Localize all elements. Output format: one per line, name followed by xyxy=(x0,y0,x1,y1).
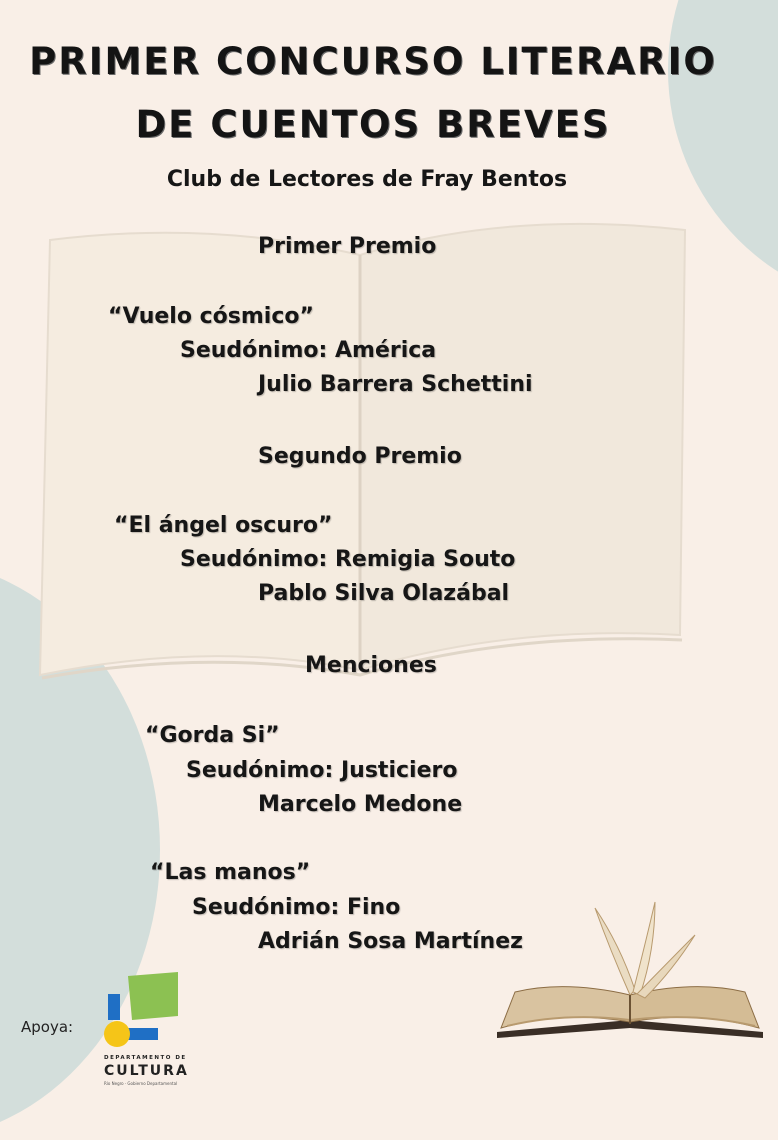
pseudonym: Seudónimo: Fino xyxy=(192,895,401,920)
section-heading-primer-premio: Primer Premio xyxy=(258,234,437,259)
section-heading-segundo-premio: Segundo Premio xyxy=(258,444,462,469)
poster-title-line-1: PRIMER CONCURSO LITERARIO xyxy=(29,40,717,83)
pseudonym: Seudónimo: América xyxy=(180,338,437,363)
logo-text-cultura: CULTURA xyxy=(104,1063,189,1079)
apoya-label: Apoya: xyxy=(21,1018,74,1036)
author-name: Pablo Silva Olazábal xyxy=(258,581,510,606)
logo-text-subtitle: Río Negro · Gobierno Departamental xyxy=(104,1081,178,1086)
poster-title-line-2: DE CUENTOS BREVES xyxy=(135,103,611,146)
pseudonym: Seudónimo: Justiciero xyxy=(186,758,458,783)
work-title: “Gorda Si” xyxy=(145,723,280,748)
work-title: “Las manos” xyxy=(150,860,311,885)
author-name: Adrián Sosa Martínez xyxy=(258,929,523,954)
departamento-cultura-logo xyxy=(100,972,182,1054)
work-title: “Vuelo cósmico” xyxy=(108,304,314,329)
work-title: “El ángel oscuro” xyxy=(114,513,333,538)
pseudonym: Seudónimo: Remigia Souto xyxy=(180,547,516,572)
author-name: Marcelo Medone xyxy=(258,792,463,817)
logo-text-departamento: DEPARTAMENTO DE xyxy=(104,1055,187,1061)
section-heading-menciones: Menciones xyxy=(305,653,437,678)
open-book-icon xyxy=(495,900,765,1040)
author-name: Julio Barrera Schettini xyxy=(258,372,533,397)
poster-subtitle: Club de Lectores de Fray Bentos xyxy=(166,167,568,192)
